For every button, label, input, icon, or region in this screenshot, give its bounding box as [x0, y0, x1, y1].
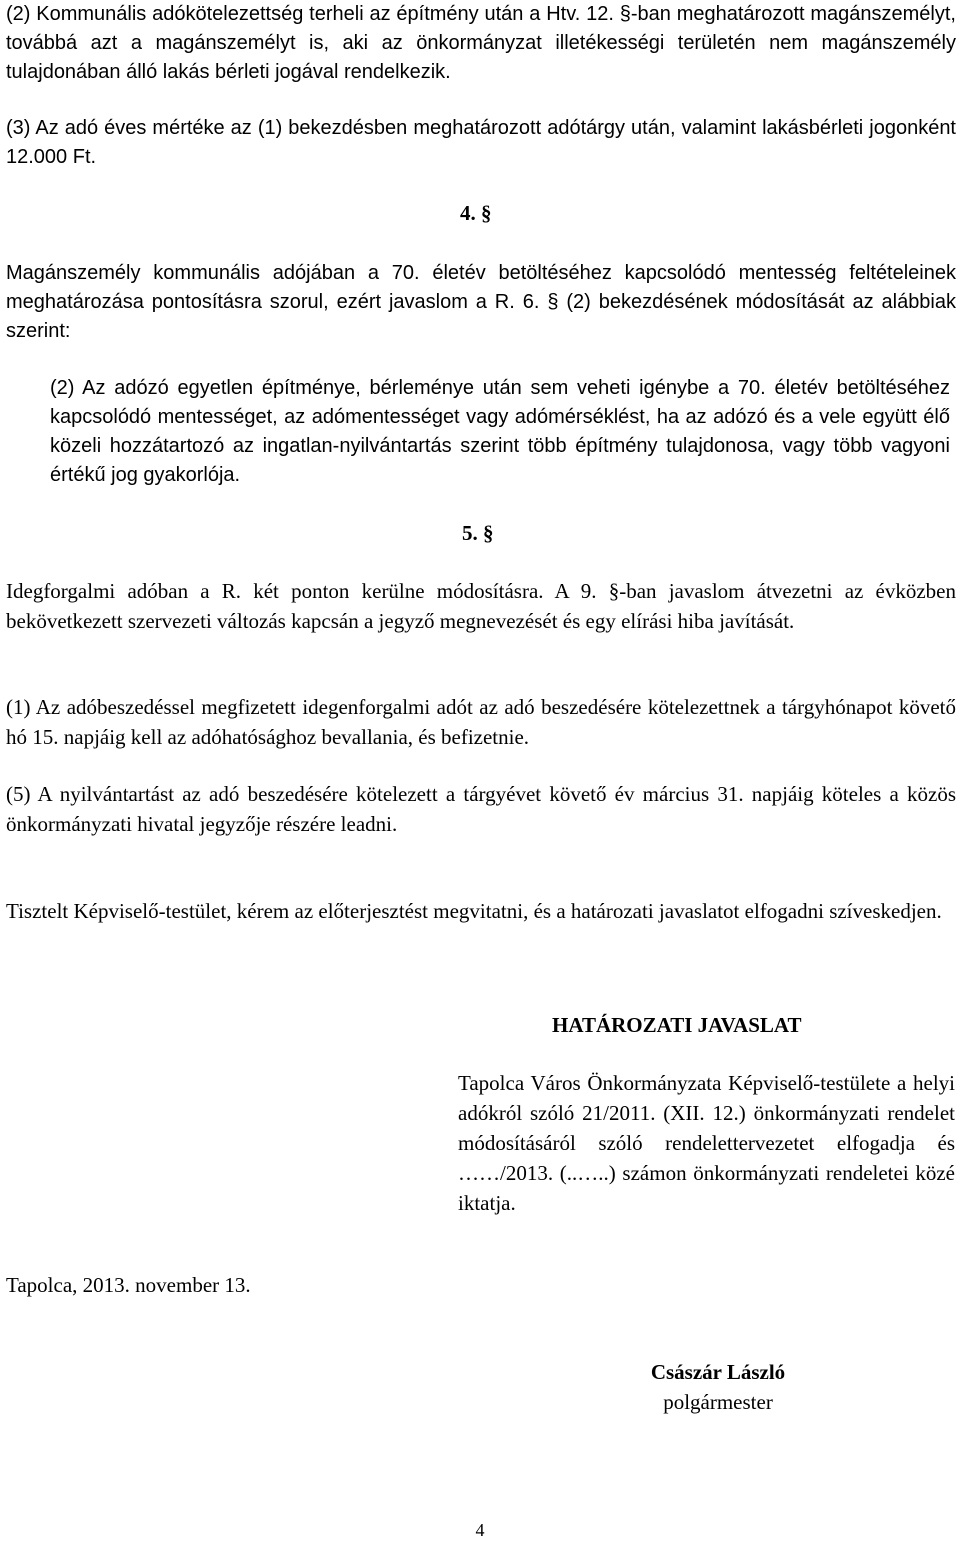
paragraph-kommunalis-2: (2) Kommunális adókötelezettség terheli az építmény után a Htv. 12. §-ban meghatározott magánszemélyt, továbbá azt a magánszemélyt is, aki az önkormányzat illetékességi területén nem magánszemély tulajdonában álló lakás bérleti jogával rendelkezik. [6, 3, 956, 83]
section-heading-4: 4. § [460, 201, 492, 225]
paragraph-ado-merteke-3: (3) Az adó éves mértéke az (1) bekezdésben meghatározott adótárgy után, valamint lakásbérleti jogonként 12.000 Ft. [6, 117, 956, 168]
paragraph-section-5-intro: Idegforgalmi adóban a R. két ponton kerülne módosításra. A 9. §-ban javaslom átvezetni az évközben bekövetkezett szervezeti változás kapcsán a jegyző megnevezését és egy elírási hiba javítását. [6, 579, 956, 633]
decision-body: Tapolca Város Önkormányzata Képviselő-testülete a helyi adókról szóló 21/2011. (XII. 12.) önkormányzati rendelet módosításáról szóló rendelettervezetet elfogadja és ……/2013. (..…..) számon önkormányzati rendeletei közé iktatja. [458, 1071, 955, 1215]
page-number: 4 [475, 1520, 485, 1540]
paragraph-section-4-quote: (2) Az adózó egyetlen építménye, bérleménye után sem veheti igénybe a 70. életév betöltéséhez kapcsolódó mentességet, az adómentességet vagy adómérséklést, ha az adózó és a vele együtt élő közeli hozzátartozó az ingatlan-nyilvántartás szerint több építmény tulajdonosa, vagy több vagyoni értékű jog gyakorlója. [50, 377, 950, 486]
paragraph-section-4-intro: Magánszemély kommunális adójában a 70. életév betöltéséhez kapcsolódó mentesség feltételeinek meghatározása pontosításra szorul, ezért javaslom a R. 6. § (2) bekezdésének módosítását az alábbiak szerint: [6, 262, 956, 342]
section-heading-5: 5. § [462, 521, 494, 545]
paragraph-request: Tisztelt Képviselő-testület, kérem az előterjesztést megvitatni, és a határozati javaslatot elfogadni szíveskedjen. [6, 899, 942, 923]
decision-title: HATÁROZATI JAVASLAT [552, 1013, 802, 1037]
place-date: Tapolca, 2013. november 13. [6, 1273, 251, 1297]
signer-title: polgármester [663, 1390, 773, 1414]
paragraph-section-5-point-1: (1) Az adóbeszedéssel megfizetett idegenforgalmi adót az adó beszedésére kötelezettnek a tárgyhónapot követő hó 15. napjáig kell az adóhatósághoz bevallania, és befizetnie. [6, 695, 956, 749]
signer-name: Császár László [650, 1360, 786, 1384]
paragraph-section-5-point-5: (5) A nyilvántartást az adó beszedésére kötelezett a tárgyévet követő év március 31. napjáig köteles a közös önkormányzati hivatal jegyzője részére leadni. [6, 782, 956, 836]
